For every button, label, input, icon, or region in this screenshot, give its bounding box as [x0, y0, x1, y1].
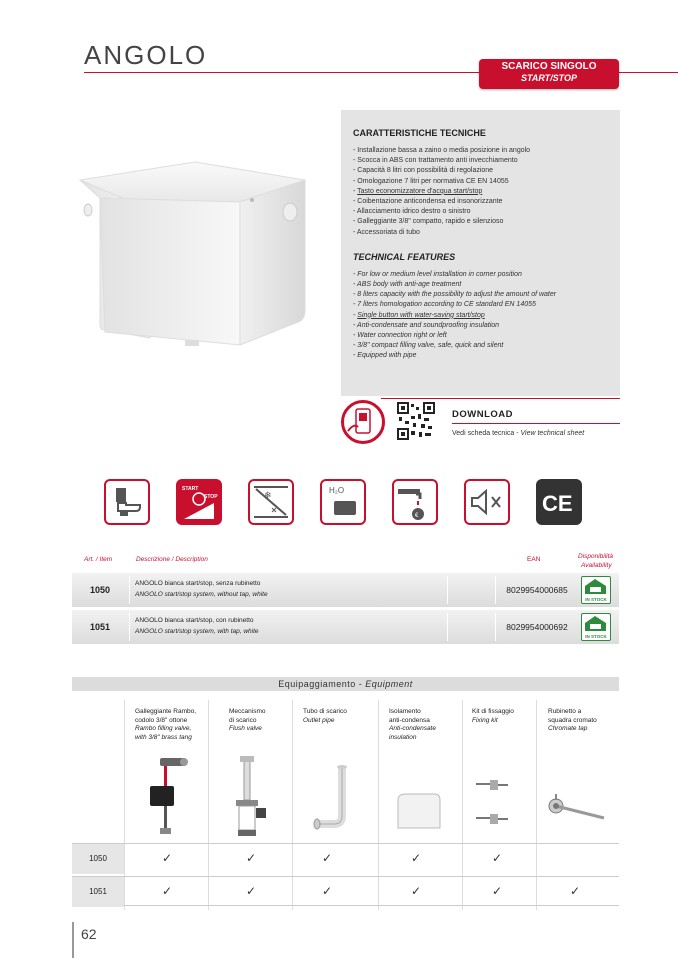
header-ean: EAN — [527, 556, 541, 563]
header-item: Art. / Item — [84, 556, 113, 563]
page-number-rule — [72, 922, 74, 958]
badge-line1: SCARICO SINGOLO — [501, 61, 597, 72]
equipment-title-it: Equipaggiamento — [278, 679, 356, 689]
equipment-col-tap — [548, 708, 597, 734]
download-sub-en: View technical sheet — [520, 430, 585, 437]
equip-en2: with 3/8" brass tang — [135, 733, 192, 741]
qr-code-icon[interactable] — [397, 402, 435, 440]
list-item: - Anti-condensate and soundproofing insulation — [353, 321, 608, 331]
row-code: 1051 — [72, 877, 124, 907]
equip-en1: Rambo filling valve, — [135, 725, 192, 732]
equip-it2: squadra cromato — [548, 716, 597, 724]
download-divider — [381, 398, 620, 399]
features-it-title: CARATTERISTICHE TECNICHE — [353, 128, 486, 138]
item-desc-en: ANGOLO start/stop system, with tap, white — [135, 628, 259, 635]
equipment-col-flush-valve — [229, 708, 265, 734]
equip-it2: anti-condensa — [389, 716, 430, 724]
anti-condensate-icon — [248, 479, 294, 525]
wall-toilet-icon — [104, 479, 150, 525]
list-item: - Omologazione 7 litri per normativa CE EN 14055 — [353, 177, 608, 187]
equip-en1: Chromate tap — [548, 725, 588, 732]
list-item: - 3/8" compact filling valve, safe, quick and silent — [353, 341, 608, 351]
header-description: Descrizione / Description — [136, 556, 208, 563]
equipment-col-fixing-kit — [472, 708, 514, 725]
table-row — [72, 843, 619, 873]
check-icon: ✓ — [492, 884, 503, 898]
equip-en1: Anti-condensate — [389, 725, 436, 732]
page-title: ANGOLO — [84, 40, 208, 70]
list-item: - Coibentazione anticondensa ed insonorizzante — [353, 197, 608, 207]
phone-scan-icon — [341, 400, 385, 444]
equip-it1: Tubo di scarico — [303, 708, 347, 715]
list-item: - ABS body with anti-age treatment — [353, 280, 608, 290]
download-sub-it: Vedi scheda tecnica - — [452, 430, 521, 437]
item-code: 1051 — [89, 622, 111, 632]
equip-en1: Fixing kit — [472, 716, 498, 724]
equip-it1: Kit di fissaggio — [472, 708, 514, 715]
column-separator — [129, 576, 130, 604]
item-desc-en: ANGOLO start/stop system, without tap, white — [135, 591, 268, 598]
check-icon: ✓ — [162, 851, 173, 865]
equip-en1: Flush valve — [229, 725, 262, 732]
table-row — [72, 573, 619, 607]
water-saving-icon — [392, 479, 438, 525]
check-icon: ✓ — [322, 884, 333, 898]
list-item: - Capacità 8 litri con possibilità di regolazione — [353, 166, 608, 176]
check-icon: ✓ — [411, 851, 422, 865]
features-it-list — [353, 146, 608, 238]
ce-mark-icon — [536, 479, 582, 525]
item-ean: 8029954000692 — [506, 622, 568, 632]
list-item: - For low or medium level installation in corner position — [353, 270, 608, 280]
product-image — [70, 150, 320, 350]
equipment-col-outlet-pipe — [303, 708, 347, 725]
fixing-kit-image — [470, 752, 520, 842]
list-item: - 8 liters capacity with the possibility to adjust the amount of water — [353, 290, 608, 300]
list-item — [353, 311, 608, 321]
download-subtitle[interactable] — [452, 430, 584, 437]
check-icon: ✓ — [322, 851, 333, 865]
equip-it1: Isolamento — [389, 708, 421, 715]
outlet-pipe-image — [308, 752, 358, 842]
equipment-title-en: Equipment — [365, 679, 413, 689]
equip-it1: Rubinetto a — [548, 708, 582, 715]
in-stock-icon — [581, 576, 611, 604]
equipment-col-insulation — [389, 708, 436, 742]
list-item: - Installazione bassa a zaino o media posizione in angolo — [353, 146, 608, 156]
features-panel — [341, 110, 620, 396]
table-row — [72, 876, 619, 906]
column-separator — [447, 576, 448, 604]
item-desc-it: ANGOLO bianca start/stop, senza rubinetto — [135, 580, 261, 587]
check-icon: ✓ — [162, 884, 173, 898]
chromate-tap-image — [544, 752, 609, 842]
equipment-title-bar — [72, 677, 619, 691]
check-icon: ✓ — [411, 884, 422, 898]
list-item: - Galleggiante 3/8" compatto, rapido e silenzioso — [353, 217, 608, 227]
item-code: 1050 — [89, 585, 111, 595]
stock-label: IN STOCK — [585, 634, 607, 639]
articles-table — [72, 573, 619, 647]
column-separator — [129, 613, 130, 641]
features-en-list — [353, 270, 608, 362]
column-separator — [495, 613, 496, 641]
item-ean: 8029954000685 — [506, 585, 568, 595]
row-code: 1050 — [72, 844, 124, 874]
check-icon: ✓ — [246, 884, 257, 898]
check-icon: ✓ — [492, 851, 503, 865]
water-tank-icon — [320, 479, 366, 525]
stock-label: IN STOCK — [585, 597, 607, 602]
ce-label: CE — [542, 491, 573, 516]
silent-icon — [464, 479, 510, 525]
badge-line2: START/STOP — [520, 73, 577, 83]
equip-it1: Galleggiante Rambo, — [135, 708, 197, 715]
start-stop-icon — [176, 479, 222, 525]
features-en-title: TECHNICAL FEATURES — [353, 251, 456, 262]
header-availability-en: Availability — [581, 562, 612, 569]
list-item: - Water connection right or left — [353, 331, 608, 341]
equip-en1: Outlet pipe — [303, 716, 335, 724]
equip-it2: codolo 3/8" ottone — [135, 716, 188, 724]
list-item: - Allacciamento idrico destro o sinistro — [353, 207, 608, 217]
list-item-text: Single button with water-saving start/stop — [357, 311, 485, 319]
flush-valve-image — [226, 752, 276, 842]
item-desc-it: ANGOLO bianca start/stop, con rubinetto — [135, 617, 254, 624]
list-item: - Accessoriata di tubo — [353, 228, 608, 238]
page-number: 62 — [81, 926, 97, 942]
download-section[interactable] — [341, 398, 620, 448]
download-title[interactable]: DOWNLOAD — [452, 409, 513, 420]
equip-it2: di scarico — [229, 716, 257, 724]
header-availability-it: Disponibilità — [578, 553, 614, 560]
column-separator — [495, 576, 496, 604]
in-stock-icon — [581, 613, 611, 641]
stop-label: STOP — [204, 494, 218, 500]
equip-en2: insulation — [389, 733, 417, 741]
list-item — [353, 187, 608, 197]
table-row — [72, 610, 619, 644]
check-icon: ✓ — [246, 851, 257, 865]
insulation-image — [394, 752, 444, 842]
svg-text:€: € — [415, 513, 419, 519]
h2o-label: H₂O — [329, 486, 345, 495]
category-badge — [479, 59, 619, 89]
svg-text:❄: ❄ — [264, 491, 272, 501]
start-label: START — [182, 486, 199, 492]
list-item-text: Tasto economizzatore d'acqua start/stop — [357, 187, 483, 195]
equipment-col-filling-valve — [135, 708, 196, 742]
column-separator — [447, 613, 448, 641]
download-rule — [452, 423, 620, 424]
check-icon: ✓ — [570, 884, 581, 898]
list-item: - 7 liters homologation according to CE standard EN 14055 — [353, 300, 608, 310]
equip-it1: Meccanismo — [229, 708, 266, 715]
feature-icons-row — [104, 479, 594, 529]
list-item: - Equipped with pipe — [353, 351, 608, 361]
equipment-title-sep: - — [355, 679, 366, 689]
filling-valve-image — [140, 752, 195, 842]
list-item: - Scocca in ABS con trattamento anti invecchiamento — [353, 156, 608, 166]
